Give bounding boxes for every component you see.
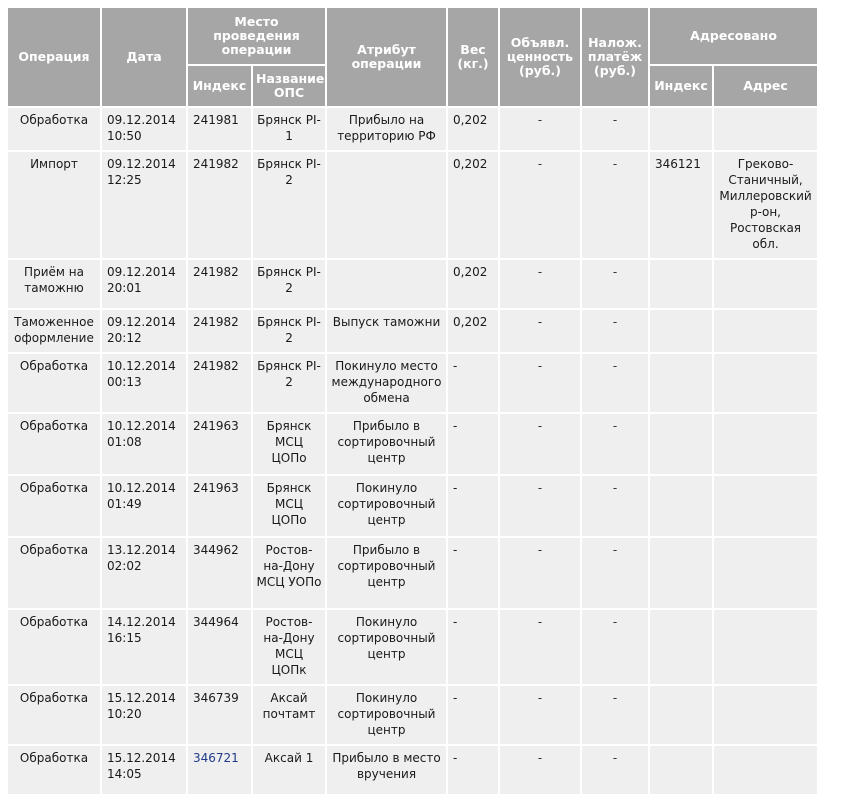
cell-place-index: 241963	[188, 476, 251, 536]
time-value: 01:49	[107, 497, 142, 511]
date-value: 09.12.2014	[107, 113, 176, 127]
header-place: Место проведения операции	[188, 8, 325, 64]
cell-addr-index: 346121	[650, 152, 712, 258]
table-row	[8, 686, 817, 744]
cell-date	[102, 414, 186, 474]
date-value: 13.12.2014	[107, 543, 176, 557]
cell-weight: -	[448, 476, 498, 536]
cell-operation: Обработка	[8, 108, 100, 150]
cell-declared-value: -	[500, 152, 580, 258]
table-row	[8, 538, 817, 608]
date-value: 14.12.2014	[107, 615, 176, 629]
cell-cod: -	[582, 310, 648, 352]
cell-address	[714, 610, 817, 684]
table-row	[8, 108, 817, 150]
cell-declared-value: -	[500, 686, 580, 744]
cell-addr-index	[650, 354, 712, 412]
cell-operation: Обработка	[8, 538, 100, 608]
time-value: 10:50	[107, 129, 142, 143]
table-header	[8, 8, 817, 106]
cell-place-index: 241963	[188, 414, 251, 474]
cell-date	[102, 476, 186, 536]
cell-declared-value: -	[500, 610, 580, 684]
cell-weight: -	[448, 354, 498, 412]
cell-operation: Импорт	[8, 152, 100, 258]
cell-address	[714, 354, 817, 412]
cell-cod: -	[582, 354, 648, 412]
cell-place-name: Ростов-на-Дону МСЦ ЦОПк	[253, 610, 325, 684]
cell-attribute: Покинуло сортировочный центр	[327, 610, 446, 684]
cell-attribute: Прибыло в место вручения	[327, 746, 446, 794]
cell-place-name: Брянск PI-1	[253, 108, 325, 150]
date-value: 10.12.2014	[107, 481, 176, 495]
cell-operation: Обработка	[8, 686, 100, 744]
cell-address	[714, 746, 817, 794]
cell-address	[714, 686, 817, 744]
cell-cod: -	[582, 260, 648, 308]
cell-declared-value: -	[500, 414, 580, 474]
cell-place-index: 241982	[188, 354, 251, 412]
date-value: 10.12.2014	[107, 359, 176, 373]
cell-weight: -	[448, 538, 498, 608]
table-row	[8, 152, 817, 258]
cell-weight: 0,202	[448, 260, 498, 308]
cell-addr-index	[650, 476, 712, 536]
cell-cod: -	[582, 610, 648, 684]
cell-addr-index	[650, 414, 712, 474]
cell-place-index: 241982	[188, 310, 251, 352]
date-value: 15.12.2014	[107, 691, 176, 705]
cell-cod: -	[582, 538, 648, 608]
cell-place-index: 241981	[188, 108, 251, 150]
date-value: 10.12.2014	[107, 419, 176, 433]
cell-declared-value: -	[500, 260, 580, 308]
cell-place-name: Ростов-на-Дону МСЦ УОПо	[253, 538, 325, 608]
date-value: 09.12.2014	[107, 315, 176, 329]
cell-attribute: Прибыло в сортировочный центр	[327, 538, 446, 608]
cell-attribute	[327, 260, 446, 308]
cell-operation: Обработка	[8, 746, 100, 794]
header-address: Адрес	[714, 66, 817, 106]
cell-date	[102, 152, 186, 258]
cell-weight: -	[448, 686, 498, 744]
cell-weight: -	[448, 746, 498, 794]
table-body	[8, 108, 817, 794]
cell-addr-index	[650, 686, 712, 744]
time-value: 14:05	[107, 767, 142, 781]
cell-declared-value: -	[500, 108, 580, 150]
cell-cod: -	[582, 152, 648, 258]
cell-addr-index	[650, 746, 712, 794]
cell-attribute: Прибыло на территорию РФ	[327, 108, 446, 150]
cell-place-name: Брянск PI-2	[253, 354, 325, 412]
cell-weight: 0,202	[448, 310, 498, 352]
table-row	[8, 260, 817, 308]
cell-attribute	[327, 152, 446, 258]
table-row	[8, 414, 817, 474]
cell-address	[714, 108, 817, 150]
header-place-name: Название ОПС	[253, 66, 325, 106]
cell-addr-index	[650, 310, 712, 352]
cell-date	[102, 260, 186, 308]
cell-declared-value: -	[500, 538, 580, 608]
date-value: 09.12.2014	[107, 265, 176, 279]
cell-attribute: Прибыло в сортировочный центр	[327, 414, 446, 474]
header-cod: Налож. платёж (руб.)	[582, 8, 648, 106]
time-value: 20:01	[107, 281, 142, 295]
cell-operation: Обработка	[8, 476, 100, 536]
cell-date	[102, 610, 186, 684]
cell-address: Греково-Станичный, Миллеровский р-он, Ростовская обл.	[714, 152, 817, 258]
cell-place-index: 344962	[188, 538, 251, 608]
table-row	[8, 746, 817, 794]
cell-address	[714, 538, 817, 608]
cell-addr-index	[650, 538, 712, 608]
cell-date	[102, 354, 186, 412]
cell-place-index: 241982	[188, 260, 251, 308]
cell-cod: -	[582, 414, 648, 474]
cell-place-index[interactable]: 346721	[188, 746, 251, 794]
time-value: 00:13	[107, 375, 142, 389]
cell-declared-value: -	[500, 476, 580, 536]
time-value: 01:08	[107, 435, 142, 449]
cell-addr-index	[650, 260, 712, 308]
cell-operation: Таможенное оформление	[8, 310, 100, 352]
date-value: 09.12.2014	[107, 157, 176, 171]
cell-address	[714, 260, 817, 308]
cell-cod: -	[582, 746, 648, 794]
cell-date	[102, 538, 186, 608]
cell-place-index: 346739	[188, 686, 251, 744]
tracking-table	[6, 6, 819, 796]
cell-weight: 0,202	[448, 108, 498, 150]
cell-place-name: Брянск МСЦ ЦОПо	[253, 476, 325, 536]
cell-weight: 0,202	[448, 152, 498, 258]
cell-date	[102, 108, 186, 150]
cell-cod: -	[582, 108, 648, 150]
cell-operation: Приём на таможню	[8, 260, 100, 308]
header-addressed: Адресовано	[650, 8, 817, 64]
cell-date	[102, 746, 186, 794]
table-row	[8, 310, 817, 352]
time-value: 16:15	[107, 631, 142, 645]
cell-address	[714, 310, 817, 352]
header-date: Дата	[102, 8, 186, 106]
cell-attribute: Покинуло сортировочный центр	[327, 476, 446, 536]
cell-declared-value: -	[500, 746, 580, 794]
cell-declared-value: -	[500, 310, 580, 352]
cell-weight: -	[448, 610, 498, 684]
cell-date	[102, 686, 186, 744]
table-row	[8, 610, 817, 684]
table-row	[8, 354, 817, 412]
cell-place-name: Брянск PI-2	[253, 152, 325, 258]
cell-attribute: Выпуск таможни	[327, 310, 446, 352]
header-declared-value: Объявл. ценность (руб.)	[500, 8, 580, 106]
header-weight: Вес (кг.)	[448, 8, 498, 106]
cell-addr-index	[650, 610, 712, 684]
cell-date	[102, 310, 186, 352]
cell-place-name: Аксай почтамт	[253, 686, 325, 744]
table-row	[8, 476, 817, 536]
cell-operation: Обработка	[8, 414, 100, 474]
cell-weight: -	[448, 414, 498, 474]
cell-place-index: 241982	[188, 152, 251, 258]
time-value: 12:25	[107, 173, 142, 187]
cell-address	[714, 476, 817, 536]
header-place-index: Индекс	[188, 66, 251, 106]
cell-place-name: Брянск PI-2	[253, 260, 325, 308]
date-value: 15.12.2014	[107, 751, 176, 765]
cell-address	[714, 414, 817, 474]
cell-attribute: Покинуло сортировочный центр	[327, 686, 446, 744]
header-operation: Операция	[8, 8, 100, 106]
time-value: 10:20	[107, 707, 142, 721]
cell-place-name: Аксай 1	[253, 746, 325, 794]
time-value: 02:02	[107, 559, 142, 573]
time-value: 20:12	[107, 331, 142, 345]
cell-place-name: Брянск МСЦ ЦОПо	[253, 414, 325, 474]
header-attribute: Атрибут операции	[327, 8, 446, 106]
cell-attribute: Покинуло место международного обмена	[327, 354, 446, 412]
cell-operation: Обработка	[8, 610, 100, 684]
cell-cod: -	[582, 686, 648, 744]
cell-operation: Обработка	[8, 354, 100, 412]
header-addr-index: Индекс	[650, 66, 712, 106]
cell-declared-value: -	[500, 354, 580, 412]
cell-place-name: Брянск PI-2	[253, 310, 325, 352]
cell-cod: -	[582, 476, 648, 536]
cell-addr-index	[650, 108, 712, 150]
cell-place-index: 344964	[188, 610, 251, 684]
